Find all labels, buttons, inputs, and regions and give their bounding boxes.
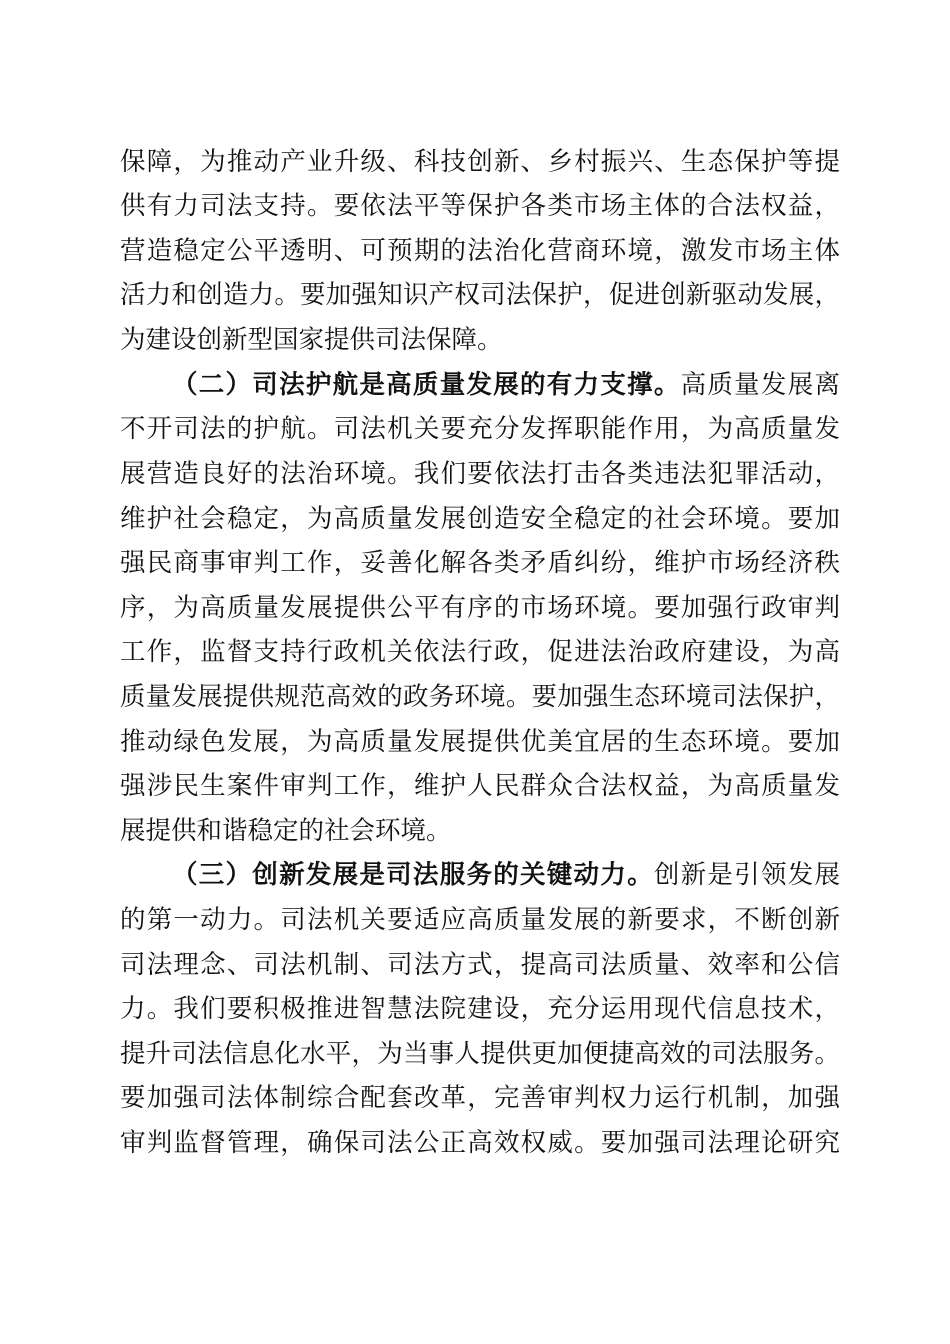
text-line: 的第一动力。司法机关要适应高质量发展的新要求，不断创新 xyxy=(120,905,840,935)
text-line: 强涉民生案件审判工作，维护人民群众合法权益，为高质量发 xyxy=(120,771,840,801)
text-line: 强民商事审判工作，妥善化解各类矛盾纠纷，维护市场经济秩 xyxy=(120,548,840,578)
text-line: 保障，为推动产业升级、科技创新、乡村振兴、生态保护等提 xyxy=(120,147,840,177)
text-line: 司法理念、司法机制、司法方式，提高司法质量、效率和公信 xyxy=(120,950,840,980)
text-line: 力。我们要积极推进智慧法院建设，充分运用现代信息技术， xyxy=(120,994,840,1024)
text-line: 为建设创新型国家提供司法保障。 xyxy=(120,325,503,355)
text-line xyxy=(172,853,840,897)
text-line: 营造稳定公平透明、可预期的法治化营商环境，激发市场主体 xyxy=(120,236,840,266)
text-line: 提升司法信息化水平，为当事人提供更加便捷高效的司法服务。 xyxy=(120,1039,840,1069)
text-line: 供有力司法支持。要依法平等保护各类市场主体的合法权益， xyxy=(120,191,840,221)
section-heading: （三）创新发展是司法服务的关键动力。 xyxy=(172,860,654,890)
text-line: 展提供和谐稳定的社会环境。 xyxy=(120,816,452,846)
text-line: 质量发展提供规范高效的政务环境。要加强生态环境司法保护， xyxy=(120,682,840,712)
text-line: 工作，监督支持行政机关依法行政，促进法治政府建设，为高 xyxy=(120,637,840,667)
section-heading: （二）司法护航是高质量发展的有力支撑。 xyxy=(172,370,681,400)
text-line: 推动绿色发展，为高质量发展提供优美宜居的生态环境。要加 xyxy=(120,727,840,757)
text-line: 要加强司法体制综合配套改革，完善审判权力运行机制，加强 xyxy=(120,1083,840,1113)
text-line xyxy=(172,363,840,407)
text-line: 活力和创造力。要加强知识产权司法保护，促进创新驱动发展， xyxy=(120,280,840,310)
text-line: 不开司法的护航。司法机关要充分发挥职能作用，为高质量发 xyxy=(120,414,840,444)
text-line: 审判监督管理，确保司法公正高效权威。要加强司法理论研究 xyxy=(120,1128,840,1158)
text-run: 创新是引领发展 xyxy=(653,860,840,890)
text-line: 序，为高质量发展提供公平有序的市场环境。要加强行政审判 xyxy=(120,593,840,623)
text-line: 展营造良好的法治环境。我们要依法打击各类违法犯罪活动， xyxy=(120,459,840,489)
text-run: 高质量发展离 xyxy=(680,370,840,400)
text-line: 维护社会稳定，为高质量发展创造安全稳定的社会环境。要加 xyxy=(120,504,840,534)
